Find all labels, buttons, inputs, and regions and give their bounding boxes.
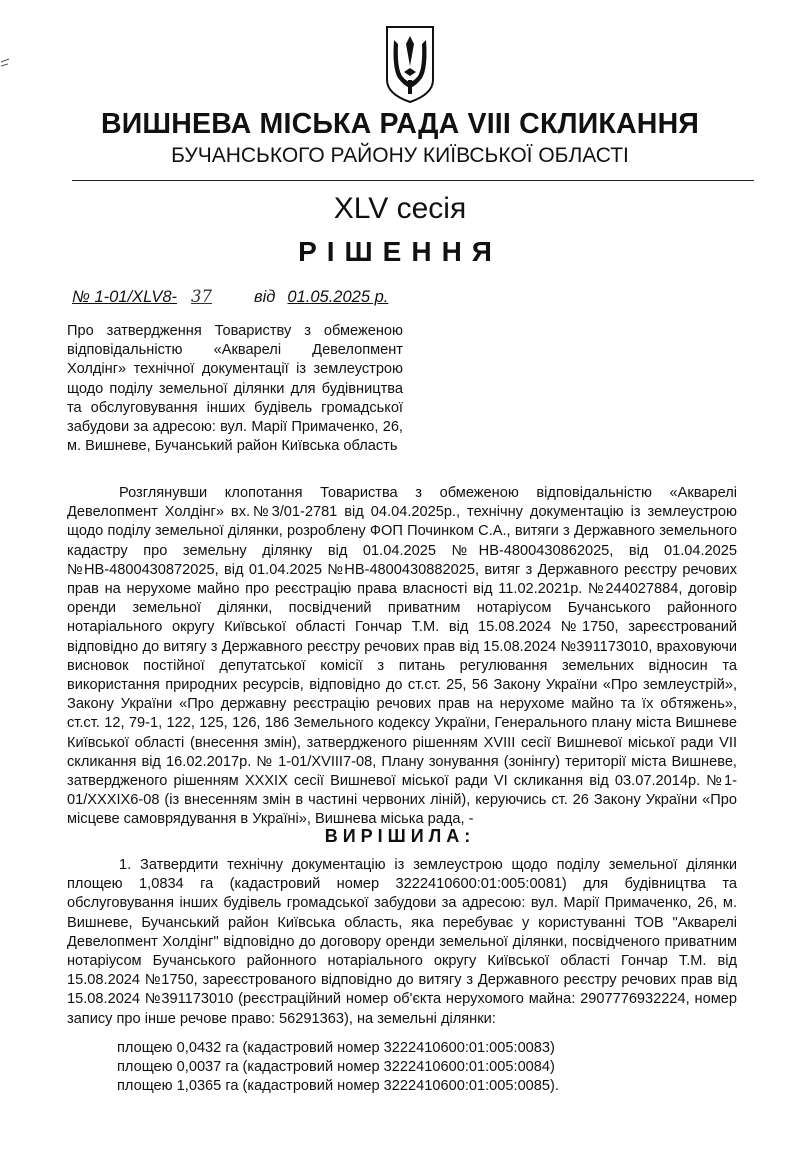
date-label: від <box>254 288 276 306</box>
plot-item: площею 0,0432 га (кадастровий номер 3222410600:01:005:0083) <box>117 1040 555 1056</box>
district-subtitle: БУЧАНСЬКОГО РАЙОНУ КИЇВСЬКОЇ ОБЛАСТІ <box>171 144 629 167</box>
council-title: ВИШНЕВА МІСЬКА РАДА VIII СКЛИКАННЯ <box>100 108 700 140</box>
document-number: № 1-01/XLV8- <box>72 288 178 306</box>
scan-mark-icon <box>0 56 12 70</box>
session-title: XLV сесія <box>333 192 467 225</box>
plot-item: площею 1,0365 га (кадастровий номер 3222410600:01:005:0085). <box>117 1078 559 1095</box>
resolution-item-1: 1. Затвердити технічну документацію із землеустрою щодо поділу земельної ділянки площею 1,0834 га (кадастровий номер 3222410600:01:005:0081) для будівництва та обслуговування інших будівель громадської забудови за адресою: вул. Марії Примаченко, 26, м. Вишневе, Бучанський район Київська область, яка перебуває у користуванні ТОВ "Акварелі Девелопмент Холдінг" відповідно до договору оренди земельної ділянки, посвідченого приватним нотаріусом Бучанського районного нотаріального округу Київської області Гончар Т.М. від 15.08.2024 №1750, зареєстрованого відповідно до витягу з Державного реєстру речових прав від 15.08.2024 №391173010 (реєстраційний номер об'єкта нерухомого майна: 2907776932224, номер запису про інше речове право: 56291363), на земельні ділянки: <box>67 857 737 1027</box>
decision-heading: РІШЕННЯ <box>298 236 502 267</box>
preamble-paragraph: Розглянувши клопотання Товариства з обмеженою відповідальністю «Акварелі Девелопмент Холдінг» вх.№3/01-2781 від 04.04.2025р., технічну документацію із землеустрою щодо поділу земельної ділянки, розроблену ФОП Починком С.А., витяги з Державного земельного кадастру про земельну ділянку від 01.04.2025 №НВ-4800430862025, від 01.04.2025 №НВ-4800430872025, від 01.04.2025 №НВ-4800430882025, витяг з Державного реєстру речових прав на нерухоме майно про реєстрацію права власності від 11.02.2021р. №244027884, договір оренди земельної ділянки, посвідчений приватним нотаріусом Бучанського районного нотаріального округу Київської області Гончар Т.М. від 15.08.2024 №1750, зареєстрований відповідно до витягу з Державного реєстру речових прав від 15.08.2024 №391173010, враховуючи висновок постійної депутатської комісії з питань регулювання земельних відносин та використання природних ресурсів, відповідно до ст.ст. 25, 56 Закону України «Про землеустрій», Закону України «Про державну реєстрацію речових прав на нерухоме майно та їх обтяжень», ст.ст. 12, 79-1, 122, 125, 126, 186 Земельного кодексу України, Генерального плану міста Вишневе Київської області (внесення змін), затвердженого рішенням XVIII сесії Вишневої міської ради VII скликання від 16.02.2017р. № 1-01/XVIII7-08, Плану зонування (зонінгу) території міста Вишневе, затвердженого рішенням XXXIX сесії Вишневої міської ради VI скликання від 03.07.2014р. №1-01/XXXIX6-08 (із внесенням змін в частині червоних ліній), керуючись ст. 26 Закону України «Про місцеве самоврядування в Україні», Вишнева міська рада, - <box>67 485 737 828</box>
header-divider <box>72 180 754 181</box>
document-number-line <box>72 287 388 307</box>
plot-item: площею 0,0037 га (кадастровий номер 3222410600:01:005:0084) <box>117 1059 555 1076</box>
trident-emblem-icon <box>384 24 436 104</box>
handwritten-number: 37 <box>191 287 213 306</box>
document-date: 01.05.2025 р. <box>287 288 389 306</box>
decision-subject: Про затвердження Товариству з обмеженою відповідальністю «Акварелі Девелопмент Холдінг» технічної документації із землеустрою щодо поділу земельної ділянки для будівництва та обслуговування інших будівель громадської забудови за адресою: вул. Марії Примаченко, 26, м. Вишневе, Бучанський район Київська область <box>67 323 403 455</box>
plot-list <box>117 1039 559 1097</box>
resolved-heading: ВИРІШИЛА: <box>324 826 476 846</box>
